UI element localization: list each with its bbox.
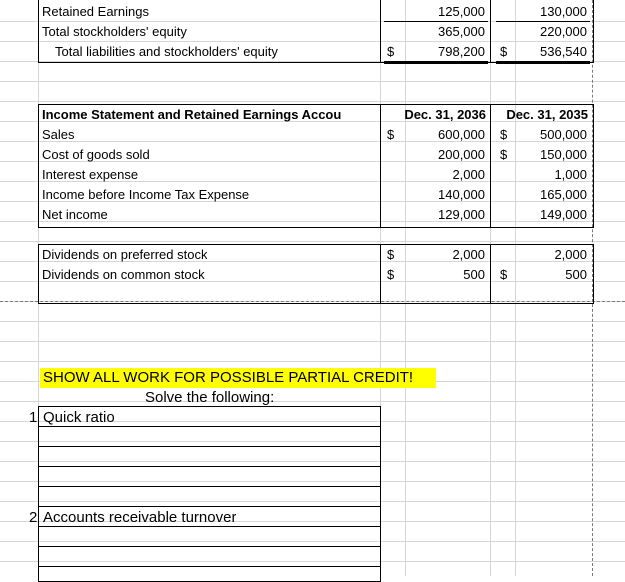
balance-sign-2036[interactable]: $ bbox=[387, 44, 395, 59]
dividend-row-label[interactable]: Dividends on preferred stock bbox=[42, 247, 208, 262]
balance-value-2036[interactable]: 125,000 bbox=[438, 4, 485, 19]
subtotal-underline bbox=[384, 21, 488, 22]
income-value-2036[interactable]: 600,000 bbox=[438, 127, 485, 142]
balance-value-2036[interactable]: 365,000 bbox=[438, 24, 485, 39]
dividend-value-2036[interactable]: 2,000 bbox=[452, 247, 485, 262]
instruction-banner[interactable] bbox=[40, 368, 436, 388]
income-value-2035[interactable]: 149,000 bbox=[540, 207, 587, 222]
dividend-row-label[interactable]: Dividends on common stock bbox=[42, 267, 205, 282]
question-label[interactable]: Quick ratio bbox=[43, 409, 115, 426]
dividend-sign-2036[interactable]: $ bbox=[387, 247, 395, 262]
income-value-2036[interactable]: 140,000 bbox=[438, 187, 485, 202]
instruction-subtitle[interactable]: Solve the following: bbox=[145, 389, 275, 406]
income-value-2035[interactable]: 500,000 bbox=[540, 127, 587, 142]
income-row-label[interactable]: Sales bbox=[42, 127, 75, 142]
balance-row-label[interactable]: Total liabilities and stockholders' equity bbox=[55, 44, 278, 59]
answer-line bbox=[38, 546, 380, 547]
answer-line bbox=[38, 526, 380, 527]
subtotal-underline bbox=[496, 21, 590, 22]
column-header-2036[interactable]: Dec. 31, 2036 bbox=[404, 107, 486, 122]
balance-sign-2035[interactable]: $ bbox=[500, 44, 508, 59]
total-double-underline bbox=[384, 61, 488, 64]
income-statement-title[interactable]: Income Statement and Retained Earnings Accou bbox=[42, 107, 342, 122]
answer-line bbox=[38, 486, 380, 487]
answer-line bbox=[38, 426, 380, 427]
column-header-2035[interactable]: Dec. 31, 2035 bbox=[506, 107, 588, 122]
balance-value-2035[interactable]: 536,540 bbox=[540, 44, 587, 59]
income-row-label[interactable]: Cost of goods sold bbox=[42, 147, 150, 162]
income-row-label[interactable]: Income before Income Tax Expense bbox=[42, 187, 250, 202]
balance-value-2035[interactable]: 220,000 bbox=[540, 24, 587, 39]
question-number[interactable]: 2 bbox=[29, 509, 38, 526]
dividend-value-2036[interactable]: 500 bbox=[463, 267, 485, 282]
income-sign-2035[interactable]: $ bbox=[500, 127, 508, 142]
income-value-2036[interactable]: 129,000 bbox=[438, 207, 485, 222]
dividend-sign-2035[interactable]: $ bbox=[500, 267, 508, 282]
income-sign-2035[interactable]: $ bbox=[500, 147, 508, 162]
question-number[interactable]: 1 bbox=[29, 409, 38, 426]
income-row-label[interactable]: Net income bbox=[42, 207, 108, 222]
income-value-2036[interactable]: 2,000 bbox=[452, 167, 485, 182]
balance-sheet-divider bbox=[490, 0, 491, 62]
answer-line bbox=[38, 566, 380, 567]
answer-line bbox=[38, 466, 380, 467]
income-value-2035[interactable]: 165,000 bbox=[540, 187, 587, 202]
dividend-sign-2036[interactable]: $ bbox=[387, 267, 395, 282]
income-value-2035[interactable]: 150,000 bbox=[540, 147, 587, 162]
balance-row-label[interactable]: Total stockholders' equity bbox=[42, 24, 187, 39]
income-divider bbox=[490, 104, 491, 228]
income-value-2035[interactable]: 1,000 bbox=[554, 167, 587, 182]
balance-value-2035[interactable]: 130,000 bbox=[540, 4, 587, 19]
dividends-divider bbox=[380, 244, 381, 304]
instruction-banner-text: SHOW ALL WORK FOR POSSIBLE PARTIAL CREDIT! bbox=[40, 368, 436, 388]
dividend-value-2035[interactable]: 2,000 bbox=[554, 247, 587, 262]
question-label[interactable]: Accounts receivable turnover bbox=[43, 509, 237, 526]
income-row-label[interactable]: Interest expense bbox=[42, 167, 139, 182]
balance-value-2036[interactable]: 798,200 bbox=[438, 44, 485, 59]
income-value-2036[interactable]: 200,000 bbox=[438, 147, 485, 162]
dividends-divider bbox=[490, 244, 491, 304]
balance-row-label[interactable]: Retained Earnings bbox=[42, 4, 149, 19]
total-double-underline bbox=[496, 61, 590, 64]
answer-line bbox=[38, 446, 380, 447]
dividend-value-2035[interactable]: 500 bbox=[565, 267, 587, 282]
balance-sheet-divider bbox=[380, 0, 381, 62]
income-sign-2036[interactable]: $ bbox=[387, 127, 395, 142]
